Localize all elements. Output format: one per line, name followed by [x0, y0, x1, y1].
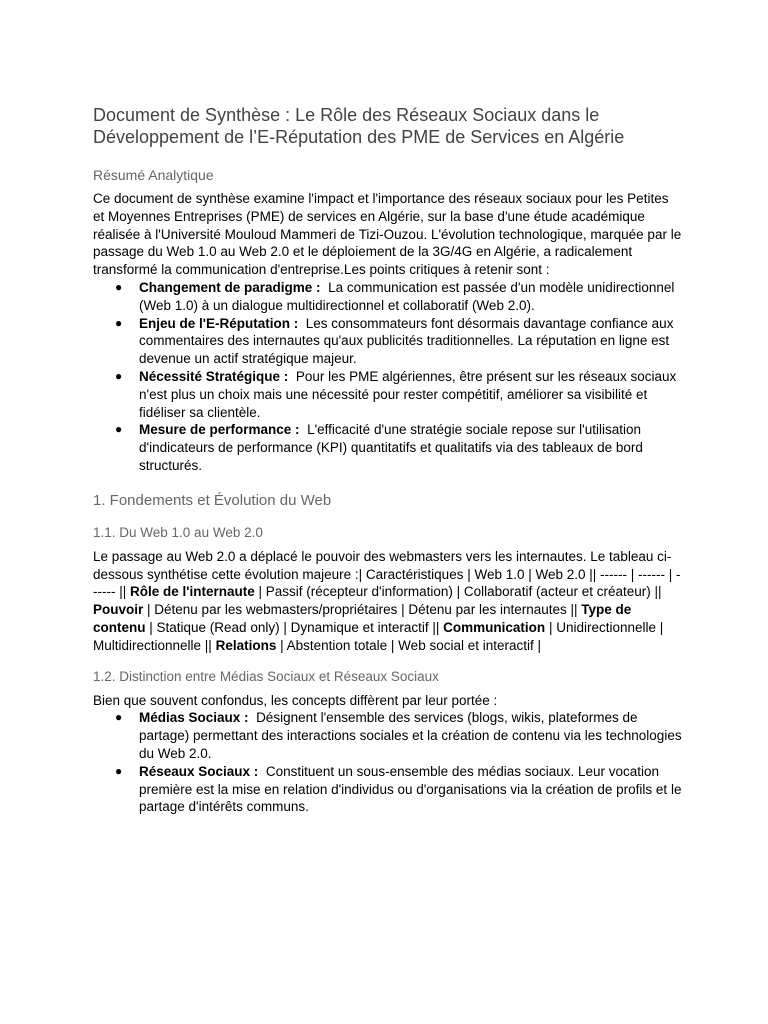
section-1-2-points-list: [93, 709, 683, 816]
bullet-icon: ●: [115, 315, 123, 330]
section-1-heading: 1. Fondements et Évolution du Web: [93, 491, 332, 509]
point-term: Changement de paradigme :: [139, 279, 321, 295]
bullet-icon: ●: [115, 279, 123, 294]
point-text: Pour les PME algériennes, être présent sur les réseaux sociaux n'est plus un choix mais une nécessité pour rester compétitif, améliorer sa visibilité et fidéliser sa clientèle.: [139, 368, 677, 420]
list-item: [93, 315, 683, 368]
list-item: [93, 709, 683, 762]
section-1-1-heading: 1.1. Du Web 1.0 au Web 2.0: [93, 524, 263, 540]
document-title: Document de Synthèse : Le Rôle des Réseaux Sociaux dans le Développement de l’E-Réputation des PME de Services en Algérie: [93, 105, 625, 147]
list-item: [93, 368, 683, 421]
text-run-bold: Type de contenu: [93, 602, 632, 635]
text-run: | Détenu par les webmasters/propriétaires | Détenu par les internautes ||: [143, 602, 582, 618]
list-item: [93, 421, 683, 474]
point-text: Les consommateurs font désormais davantage confiance aux commentaires des internautes qu'aux publicités traditionnelles. La réputation en ligne est devenue un actif stratégique majeur.: [139, 315, 674, 367]
point-term: Réseaux Sociaux :: [139, 763, 259, 779]
summary-intro: Ce document de synthèse examine l'impact et l'importance des réseaux sociaux pour les Petites et Moyennes Entreprises (PME) de services en Algérie, sur la base d'une étude académique réalisée à l'Université Mouloud Mammeri de Tizi-Ouzou. L'évolution technologique, marquée par le passage du Web 1.0 au Web 2.0 et le déploiement de la 3G/4G en Algérie, a radicalement transformé la communication d'entreprise.Les points critiques à retenir sont :: [93, 191, 682, 278]
point-text: Constituent un sous-ensemble des médias sociaux. Leur vocation première est la mise en relation d'individus ou d'organisations via la création de profils et le partage d'intérêts communs.: [139, 763, 682, 815]
section-1-1-paragraph: [93, 548, 683, 655]
section-1-2-intro: Bien que souvent confondus, les concepts diffèrent par leur portée :: [93, 692, 498, 708]
text-run: | Statique (Read only) | Dynamique et interactif ||: [145, 619, 444, 635]
text-run-bold: Communication: [443, 619, 546, 635]
summary-points-list: [93, 279, 683, 475]
bullet-icon: ●: [115, 422, 123, 437]
text-run: | Abstention totale | Web social et interactif |: [276, 637, 542, 653]
point-text: La communication est passée d'un modèle unidirectionnel (Web 1.0) à un dialogue multidirectionnel et collaboratif (Web 2.0).: [139, 279, 675, 313]
bullet-icon: ●: [115, 710, 123, 725]
section-1-2-heading: 1.2. Distinction entre Médias Sociaux et Réseaux Sociaux: [93, 668, 439, 684]
text-run: | Passif (récepteur d'information) | Collaboratif (acteur et créateur) ||: [254, 584, 662, 600]
text-run-bold: Pouvoir: [93, 602, 144, 618]
text-run: Le passage au Web 2.0 a déplacé le pouvoir des webmasters vers les internautes. Le tableau ci-dessous synthétise cette évolution majeure :| Caractéristiques | Web 1.0 | Web 2.0 || ------ | ------ | ------ ||: [93, 548, 681, 600]
point-text: Désignent l'ensemble des services (blogs, wikis, plateformes de partage) permettant des interactions sociales et la création de contenu via les technologies du Web 2.0.: [139, 710, 682, 761]
bullet-icon: ●: [115, 763, 123, 778]
list-item: [93, 279, 683, 315]
text-run: | Unidirectionnelle | Multidirectionnelle ||: [93, 619, 664, 653]
text-run-bold: Rôle de l'internaute: [130, 584, 255, 600]
point-text: L'efficacité d'une stratégie sociale repose sur l'utilisation d'indicateurs de performance (KPI) quantitatifs et qualitatifs via des tableaux de bord structurés.: [139, 422, 643, 473]
summary-heading: Résumé Analytique: [93, 167, 214, 183]
point-term: Mesure de performance :: [139, 422, 300, 438]
document-page: [93, 104, 683, 816]
point-term: Médias Sociaux :: [139, 710, 249, 726]
bullet-icon: ●: [115, 368, 123, 383]
point-term: Enjeu de l'E-Réputation :: [139, 315, 299, 331]
text-run-bold: Relations: [215, 637, 277, 653]
list-item: [93, 763, 683, 816]
point-term: Nécessité Stratégique :: [139, 368, 289, 384]
